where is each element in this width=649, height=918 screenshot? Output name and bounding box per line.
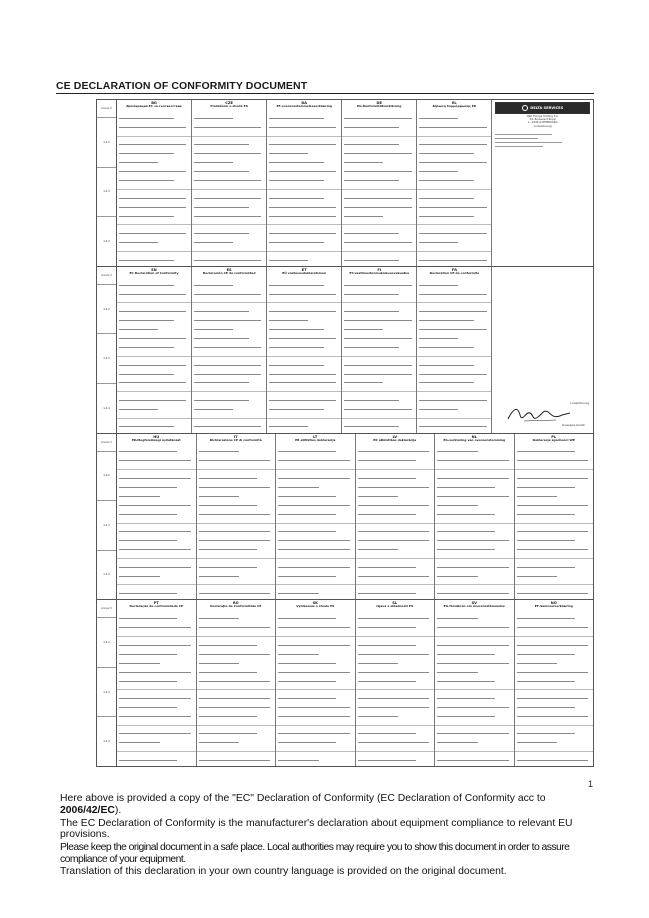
- language-column: [117, 600, 197, 766]
- row-header-143: 1.4.3: [97, 334, 116, 384]
- manufacturer-logo: DELTA SERVICES: [495, 102, 590, 114]
- language-code: EL: [451, 101, 457, 105]
- signature-panel: [492, 267, 593, 433]
- language-code: RO: [232, 601, 239, 606]
- declaration-heading: EY-vaatimustenmukaisuusvakuutus: [349, 270, 410, 275]
- language-code: LV: [392, 434, 398, 439]
- language-code: CZE: [225, 101, 233, 105]
- declaration-scan: [96, 99, 594, 767]
- declaration-heading: Декларация ЕС за съответствие: [126, 104, 182, 108]
- language-code: LT: [313, 434, 318, 439]
- row-header-143: 1.4.3: [97, 668, 116, 718]
- row-header-annex: Annex II: [97, 267, 116, 285]
- language-column: [417, 267, 492, 433]
- language-band-4: [97, 600, 593, 766]
- language-code: IT: [233, 434, 238, 439]
- declaration-heading: EF-overensstemmelseserklæring: [276, 104, 332, 108]
- declaration-heading: Vyhlásenie o zhode ES: [296, 604, 335, 609]
- declaration-heading: Declaración CE de conformidad: [202, 270, 256, 275]
- declaration-heading: Prohlášení o shodě ES: [210, 104, 248, 108]
- language-column: [515, 600, 594, 766]
- language-code: NO: [550, 601, 557, 606]
- row-header: [97, 267, 117, 433]
- signature-image: [504, 403, 574, 425]
- row-header: [97, 100, 117, 266]
- row-header-143: 1.4.3: [97, 501, 116, 551]
- row-header-annex: Annex II: [97, 100, 116, 118]
- row-header: [97, 600, 117, 766]
- row-header-142: 1.4.2: [97, 118, 116, 168]
- row-header-annex: Annex II: [97, 434, 116, 452]
- language-code: EN: [151, 267, 157, 272]
- language-column: [267, 267, 342, 433]
- band-columns: [117, 100, 593, 266]
- declaration-heading: Déclaration CE de conformité: [429, 270, 480, 275]
- keep-original-paragraph: Please keep the original document in a safe place. Local authorities may require you to show this document in order to assure compliance of your equipment.: [60, 842, 570, 865]
- row-header-144: 1.4.4: [103, 406, 110, 410]
- language-band-2: [97, 267, 593, 434]
- row-header-annex: Annex II: [97, 600, 116, 618]
- declaration-heading: EK-Megfelelőségi nyilatkozat: [131, 437, 181, 442]
- row-header-142: 1.4.2: [97, 618, 116, 668]
- language-band-1: [97, 100, 593, 267]
- language-code: ES: [226, 267, 232, 272]
- language-code: SK: [312, 601, 318, 606]
- language-column: [197, 434, 277, 600]
- language-column: [197, 600, 277, 766]
- language-code: SV: [471, 601, 477, 606]
- language-code: FI: [377, 267, 382, 272]
- declaration-heading: Izjava o skladnosti ES: [376, 604, 414, 609]
- row-header-142: 1.4.2: [97, 285, 116, 335]
- declaration-heading: EG-Konformitätserklärung: [357, 104, 402, 108]
- language-code: ET: [301, 267, 307, 272]
- signatory-name: Giuseppe Gerelli: [561, 422, 585, 427]
- place-of-signature: Luxembourg: [570, 400, 589, 405]
- declaration-heading: EC Declaration of Conformity: [129, 270, 179, 275]
- language-code: SL: [392, 601, 398, 606]
- declaration-heading: Declaração de conformidade CE: [129, 604, 184, 609]
- language-column: [417, 100, 492, 266]
- page-number: 1: [587, 779, 593, 789]
- language-code: PL: [551, 434, 557, 439]
- language-column: [356, 434, 436, 600]
- declaration-heading: EG-verklaring van overeenstemming: [443, 437, 506, 442]
- language-code: DA: [301, 101, 308, 105]
- translation-paragraph: Translation of this declaration in your own country language is provided on the original document.: [60, 865, 507, 877]
- declaration-heading: Declaraţie de Conformitate CE: [210, 604, 262, 609]
- language-code: DE: [376, 101, 382, 105]
- row-header: [97, 434, 117, 600]
- language-column: [435, 434, 515, 600]
- band-columns: [117, 267, 593, 433]
- declaration-heading: EÜ vastavusdeklaratsioon: [282, 270, 327, 275]
- language-column: [267, 100, 342, 266]
- declaration-heading: Δήλωση Συμμόρφωσης ΕΚ: [432, 104, 477, 108]
- language-column: [435, 600, 515, 766]
- row-header-144: 1.4.4: [103, 573, 110, 577]
- row-header-143: 1.4.3: [97, 168, 116, 218]
- language-column: [515, 434, 594, 600]
- title-rule: [56, 93, 594, 94]
- manufacturer-panel: [492, 100, 593, 266]
- declaration-heading: EB atitikties deklaracija: [295, 437, 336, 442]
- language-code: FR: [451, 267, 457, 272]
- language-code: BG: [151, 101, 157, 105]
- language-band-3: [97, 434, 593, 601]
- declaration-heading: Dichiarazione CE di conformità: [209, 437, 262, 442]
- row-header-144: 1.4.4: [103, 740, 110, 744]
- declaration-heading: EF-Samsvarserklæring: [534, 604, 573, 609]
- language-column: [356, 600, 436, 766]
- band-columns: [117, 600, 593, 766]
- body-text: [60, 793, 594, 878]
- manufacturer-address: CNH Europe Holding S.A. 24, Boulevard Royal L - 2449 LUXEMBOURG (Luxembourg): [526, 115, 559, 128]
- language-column: [117, 267, 192, 433]
- language-code: HU: [153, 434, 160, 439]
- directive-number: 2006/42/EC: [60, 804, 115, 816]
- purpose-paragraph: The EC Declaration of Conformity is the manufacturer's declaration about equipment compliance to relevant EU provisions.: [60, 817, 573, 841]
- language-column: [117, 434, 197, 600]
- language-column: [276, 434, 356, 600]
- language-column: [192, 267, 267, 433]
- language-column: [276, 600, 356, 766]
- language-column: [342, 267, 417, 433]
- declaration-heading: EG-försäkran om överensstämmelse: [443, 604, 505, 609]
- declaration-heading: EK atbilstības deklarācija: [373, 437, 417, 442]
- intro-paragraph: Here above is provided a copy of the "EC" Declaration of Conformity (EC Declaration of Conformity acc to 2006/42/EC).: [60, 793, 546, 816]
- language-column: [117, 100, 192, 266]
- logo-icon: [522, 105, 528, 111]
- language-column: [342, 100, 417, 266]
- declaration-heading: Deklaracja zgodności WE: [532, 437, 575, 442]
- language-code: PT: [153, 601, 159, 606]
- band-columns: [117, 434, 593, 600]
- language-code: NL: [471, 434, 477, 439]
- language-column: [192, 100, 267, 266]
- page-title: CE DECLARATION OF CONFORMITY DOCUMENT: [56, 80, 308, 92]
- row-header-144: 1.4.4: [103, 239, 110, 243]
- row-header-142: 1.4.2: [97, 452, 116, 502]
